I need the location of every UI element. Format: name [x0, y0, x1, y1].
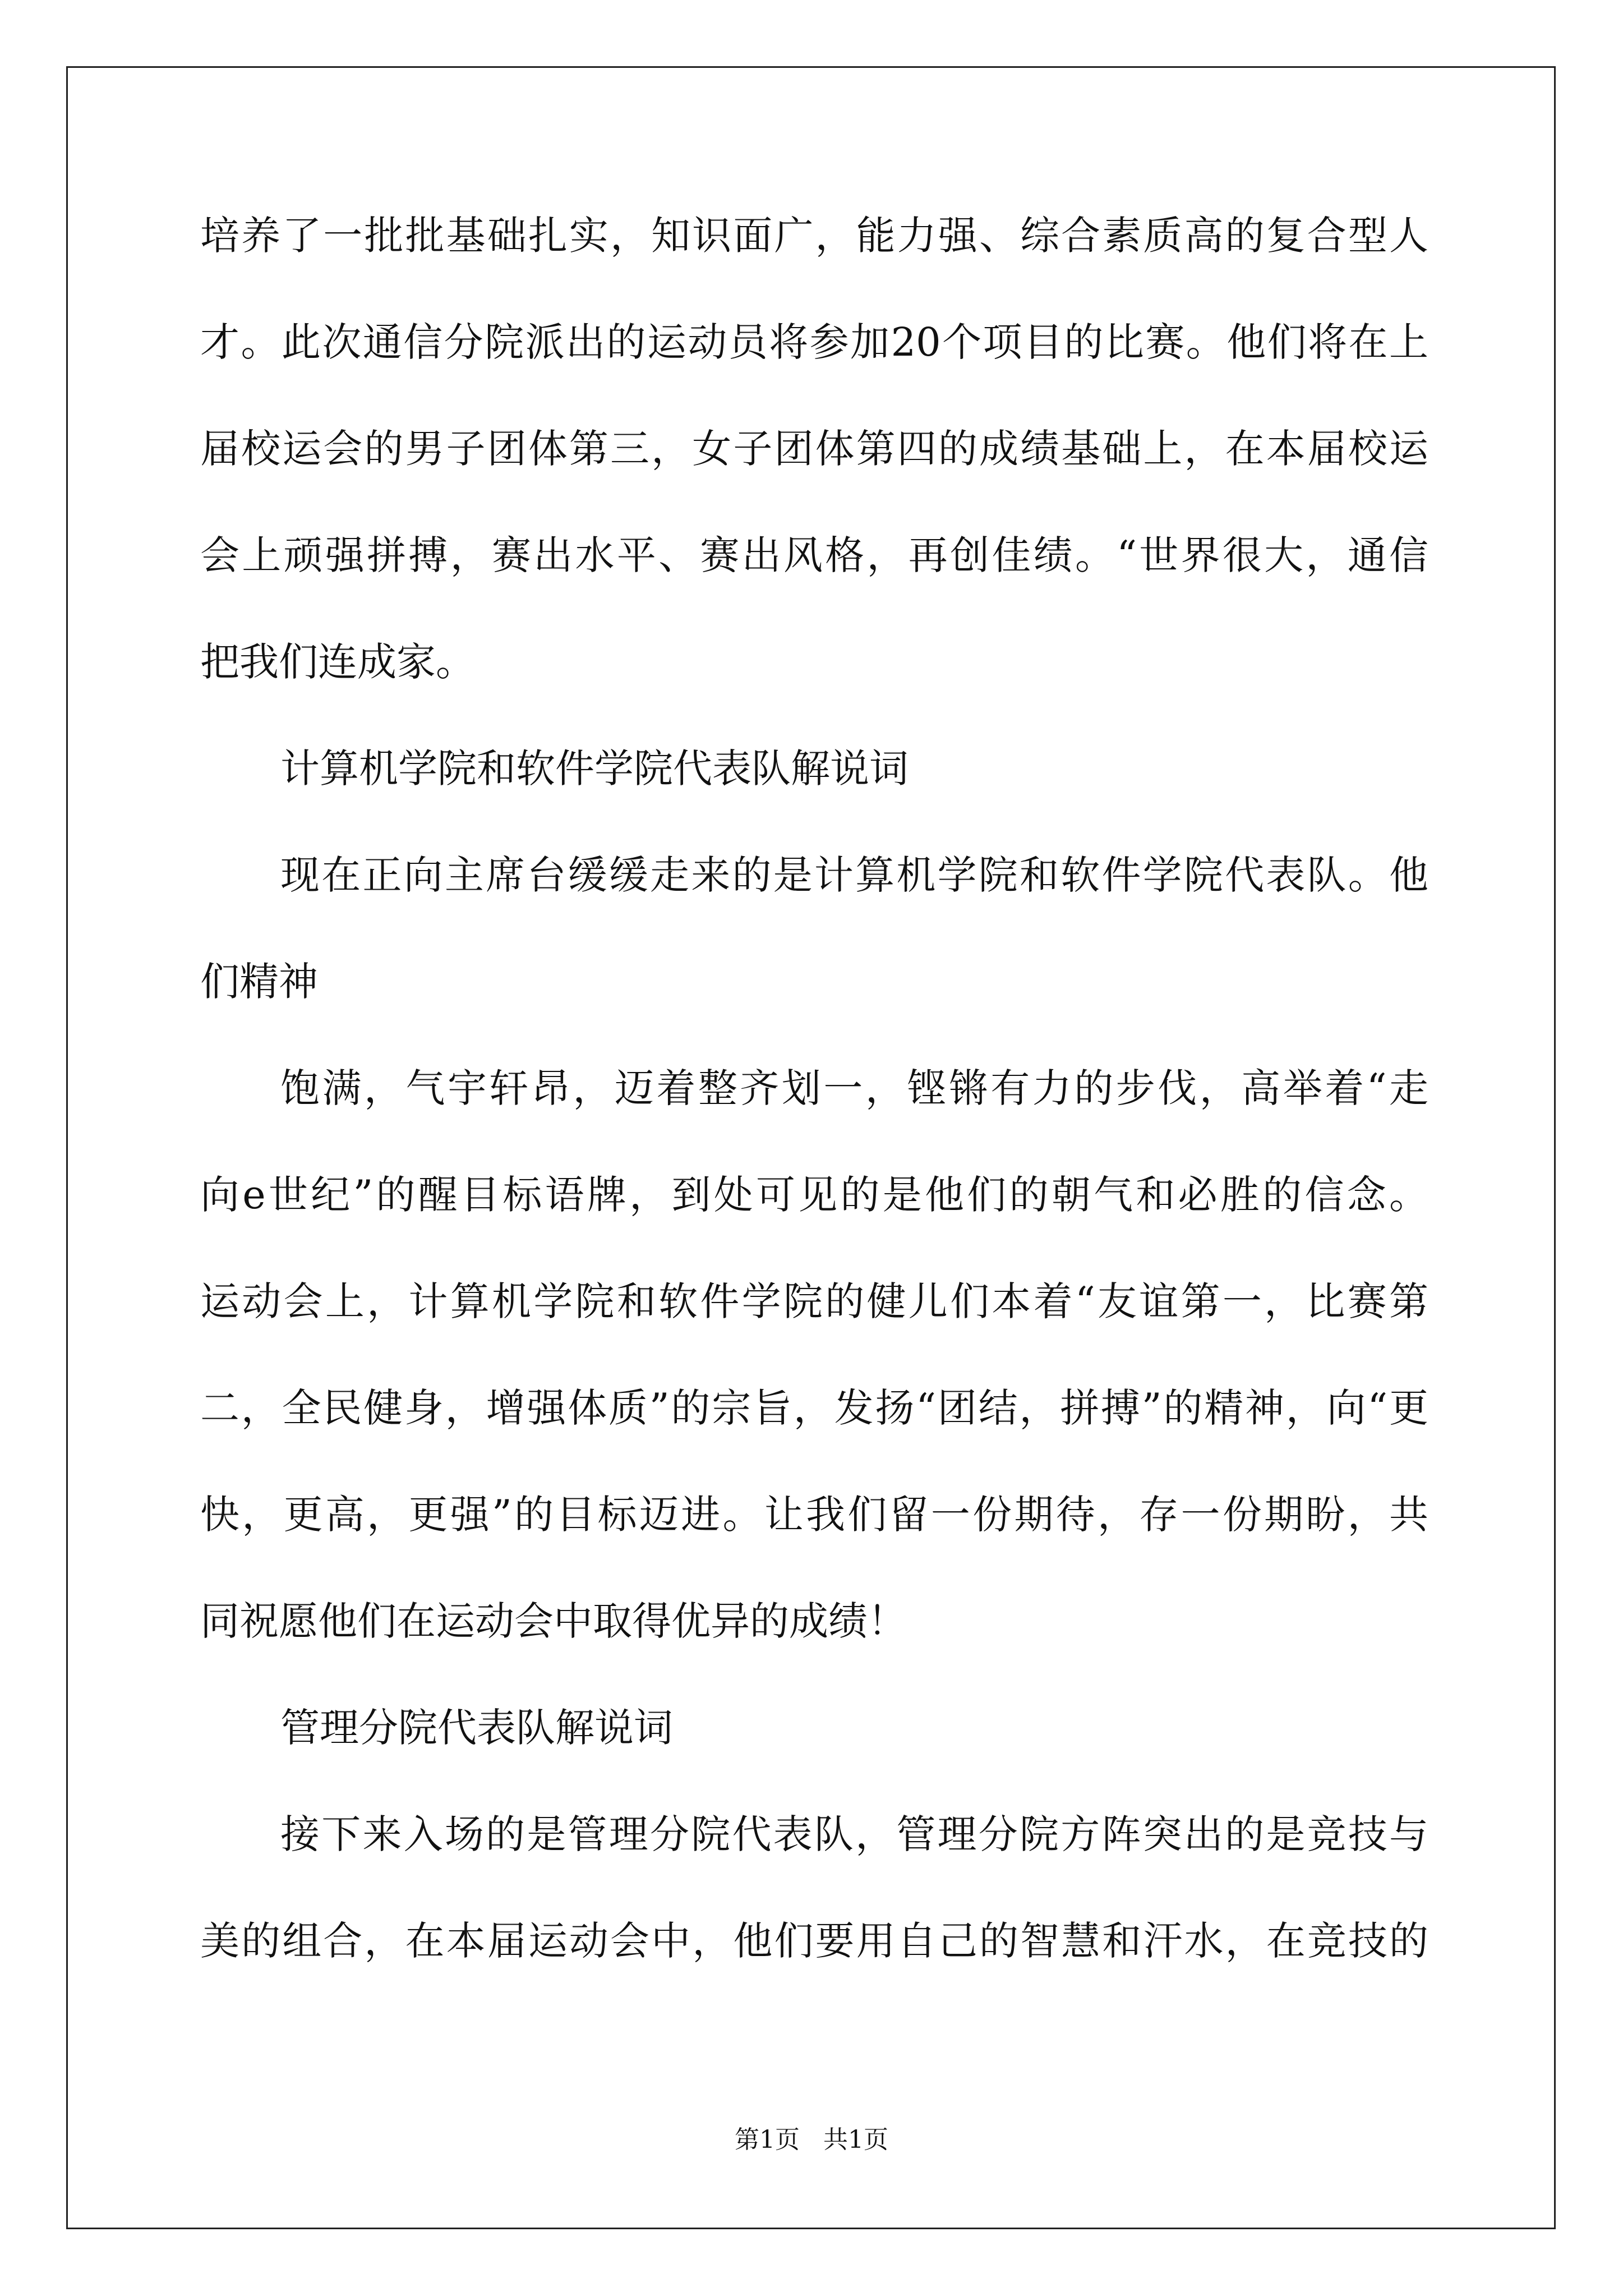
text-line: 饱满，气宇轩昂，迈着整齐划一，铿锵有力的步伐，高举着“走 — [280, 1065, 1428, 1111]
text-line: 届校运会的男子团体第三，女子团体第四的成绩基础上，在本届校运 — [200, 426, 1428, 472]
text-line: 会上顽强拼搏，赛出水平、赛出风格，再创佳绩。“世界很大，通信 — [200, 532, 1428, 578]
text-line: 快，更高，更强”的目标迈进。让我们留一份期待，存一份期盼，共 — [200, 1492, 1428, 1538]
section-heading: 管理分院代表队解说词 — [280, 1705, 673, 1751]
text-line: 接下来入场的是管理分院代表队，管理分院方阵突出的是竞技与 — [280, 1811, 1428, 1857]
text-line: 运动会上，计算机学院和软件学院的健儿们本着“友谊第一，比赛第 — [200, 1278, 1428, 1324]
text-line: 向e世纪”的醒目标语牌，到处可见的是他们的朝气和必胜的信念。 — [200, 1172, 1428, 1218]
text-line: 们精神 — [200, 959, 318, 1005]
text-line: 现在正向主席台缓缓走来的是计算机学院和软件学院代表队。他 — [280, 852, 1428, 898]
text-line: 二，全民健身，增强体质”的宗旨，发扬“团结，拼搏”的精神，向“更 — [200, 1385, 1428, 1431]
text-line: 把我们连成家。 — [200, 639, 475, 685]
text-line: 才。此次通信分院派出的运动员将参加20个项目的比赛。他们将在上 — [200, 319, 1428, 365]
text-line: 培养了一批批基础扎实，知识面广，能力强、综合素质高的复合型人 — [200, 213, 1428, 259]
text-line: 同祝愿他们在运动会中取得优异的成绩！ — [200, 1598, 907, 1644]
text-line: 美的组合，在本届运动会中，他们要用自己的智慧和汗水，在竞技的 — [200, 1918, 1428, 1964]
section-heading: 计算机学院和软件学院代表队解说词 — [280, 746, 909, 792]
page-frame — [66, 66, 1556, 2229]
page-number: 第1页 共1页 — [735, 2125, 888, 2154]
